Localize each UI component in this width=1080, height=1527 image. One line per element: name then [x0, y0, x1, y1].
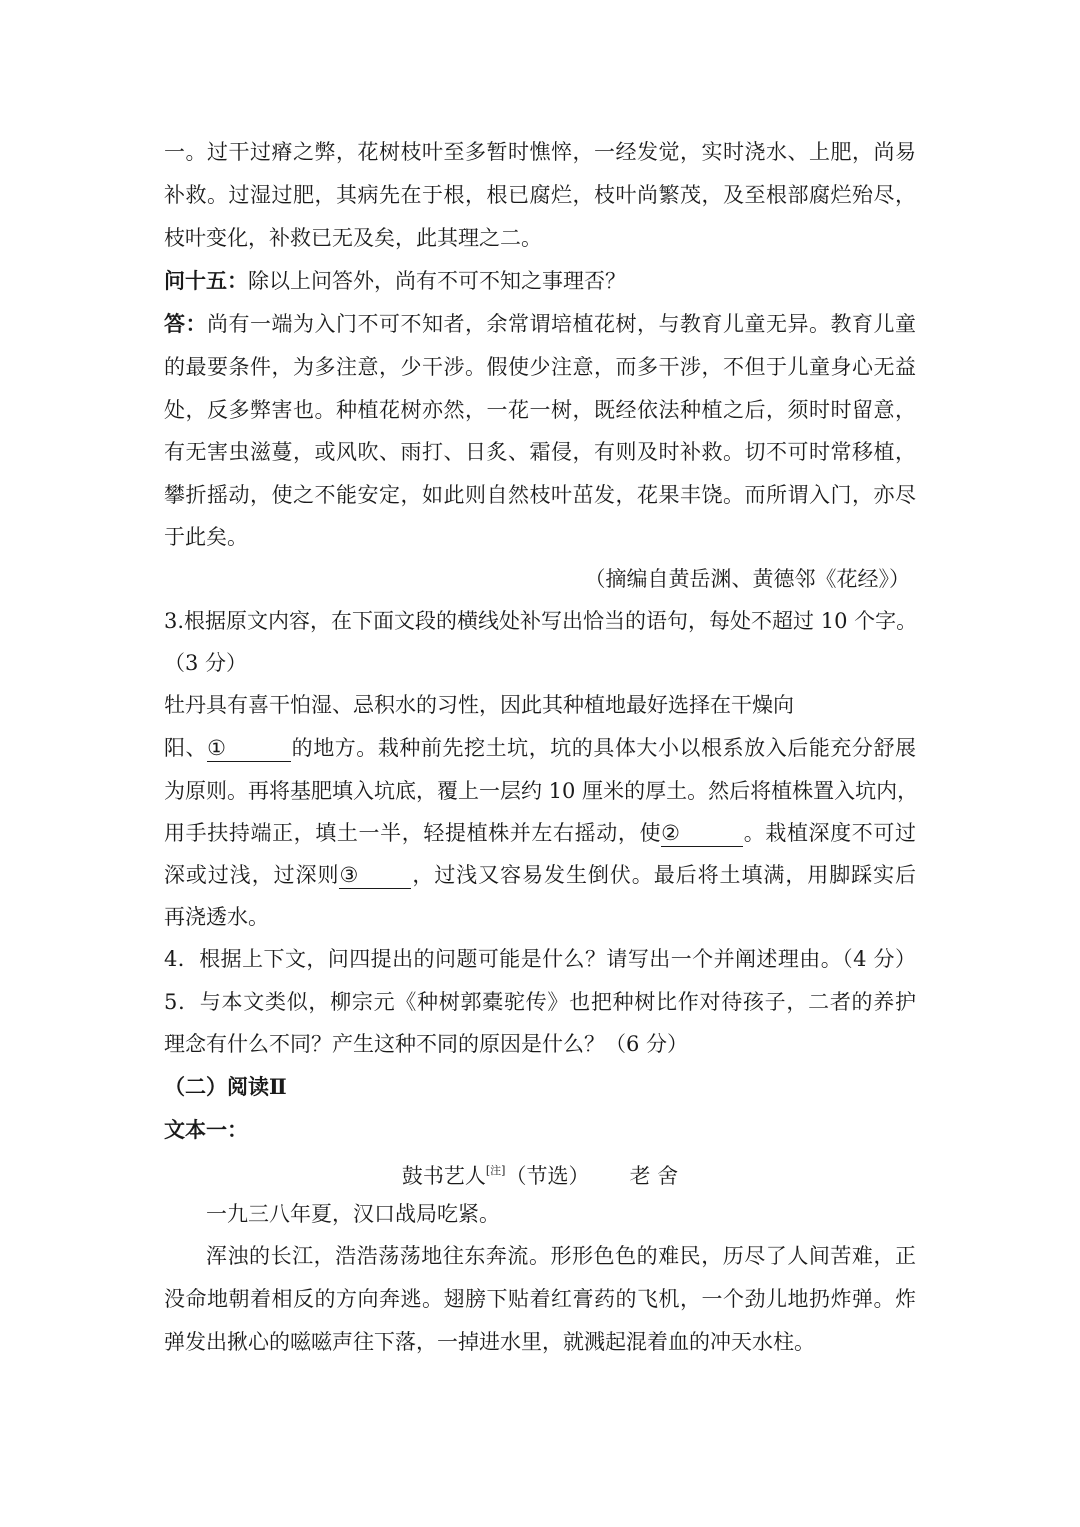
- story-paragraph-line: 弹发出揪心的嗞嗞声往下落，一掉进水里，就溅起混着血的冲天水柱。: [164, 1330, 815, 1354]
- answer-line: 的最要条件，为多注意，少干涉。假使少注意，而多干涉，不但于儿童身心无益: [164, 355, 916, 379]
- question-3-score: （3 分）: [164, 651, 248, 675]
- story-title-text: 鼓书艺人: [401, 1164, 486, 1188]
- story-note-marker: [注]: [485, 1164, 506, 1177]
- peony-text: 阳、: [164, 736, 208, 760]
- answer-label: 答：: [164, 311, 207, 336]
- story-paragraph: 一九三八年夏，汉口战局吃紧。: [206, 1202, 500, 1226]
- peony-text: 深或过浅，过深则: [164, 863, 340, 887]
- question-15-text: 除以上问答外，尚有不可不知之事理否？: [248, 269, 626, 293]
- peony-text: 用手扶持端正，填土一半，轻提植株并左右摇动，使: [164, 821, 662, 845]
- question-4: 4．根据上下文，问四提出的问题可能是什么？请写出一个并阐述理由。（4 分）: [164, 947, 916, 971]
- answer-line: 处，反多弊害也。种植花树亦然，一花一树，既经依法种植之后，须时时留意，: [164, 398, 916, 422]
- blank-3: ③: [339, 862, 411, 889]
- story-paragraph-line: 没命地朝着相反的方向奔逃。翅膀下贴着红膏药的飞机，一个劲儿地扔炸弹。炸: [164, 1287, 916, 1311]
- paragraph-line: 一。过干过瘠之弊，花树枝叶至多暂时憔悴，一经发觉，实时浇水、上肥，尚易: [164, 140, 916, 164]
- paragraph-line: 补救。过湿过肥，其病先在于根，根已腐烂，枝叶尚繁茂，及至根部腐烂殆尽，: [164, 183, 916, 207]
- source-citation: （摘编自黄岳渊、黄德邻《花经》）: [584, 567, 910, 591]
- answer-line: 于此矣。: [164, 525, 248, 549]
- question-15: [164, 266, 626, 296]
- section-heading: （二）阅读Ⅱ: [164, 1074, 287, 1099]
- peony-paragraph-line: [164, 818, 916, 848]
- peony-paragraph-line: [164, 733, 916, 763]
- question-15-label: 问十五：: [164, 268, 248, 293]
- question-5-cont: 理念有什么不同？产生这种不同的原因是什么？（6 分）: [164, 1032, 689, 1056]
- peony-paragraph-line: 再浇透水。: [164, 905, 269, 929]
- peony-text: 。栽植深度不可过: [743, 821, 917, 845]
- paragraph-line: 枝叶变化，补救已无及矣，此其理之二。: [164, 226, 542, 250]
- answer-line: 攀折摇动，使之不能安定，如此则自然枝叶茁发，花果丰饶。而所谓入门，亦尽: [164, 483, 916, 507]
- peony-paragraph-line: 牡丹具有喜干怕湿、忌积水的习性，因此其种植地最好选择在干燥向: [164, 693, 794, 717]
- peony-text: ，过浅又容易发生倒伏。最后将土填满，用脚踩实后: [411, 863, 916, 887]
- blank-2: ②: [661, 820, 743, 847]
- blank-1: ①: [207, 735, 291, 762]
- peony-paragraph-line: [164, 860, 916, 890]
- story-excerpt-mark: （节选）: [505, 1164, 590, 1188]
- story-author: 老 舍: [629, 1164, 679, 1188]
- question-5: 5．与本文类似，柳宗元《种树郭橐驼传》也把种树比作对待孩子，二者的养护: [164, 990, 916, 1014]
- question-3: 3.根据原文内容，在下面文段的横线处补写出恰当的语句，每处不超过 10 个字。: [164, 609, 918, 633]
- answer-line: 有无害虫滋蔓，或风吹、雨打、日炙、霜侵，有则及时补救。切不可时常移植，: [164, 440, 916, 464]
- answer-text: 尚有一端为入门不可不知者，余常谓培植花树，与教育儿童无异。教育儿童: [207, 312, 916, 336]
- peony-text: 的地方。栽种前先挖土坑，坑的具体大小以根系放入后能充分舒展: [291, 736, 917, 760]
- text-one-label: 文本一：: [164, 1117, 248, 1142]
- peony-paragraph-line: 为原则。再将基肥填入坑底，覆上一层约 10 厘米的厚土。然后将植株置入坑内，: [164, 779, 919, 803]
- story-paragraph: 浑浊的长江，浩浩荡荡地往东奔流。形形色色的难民，历尽了人间苦难，正: [206, 1244, 916, 1268]
- story-title: [0, 1156, 1080, 1191]
- answer-line: [164, 309, 916, 339]
